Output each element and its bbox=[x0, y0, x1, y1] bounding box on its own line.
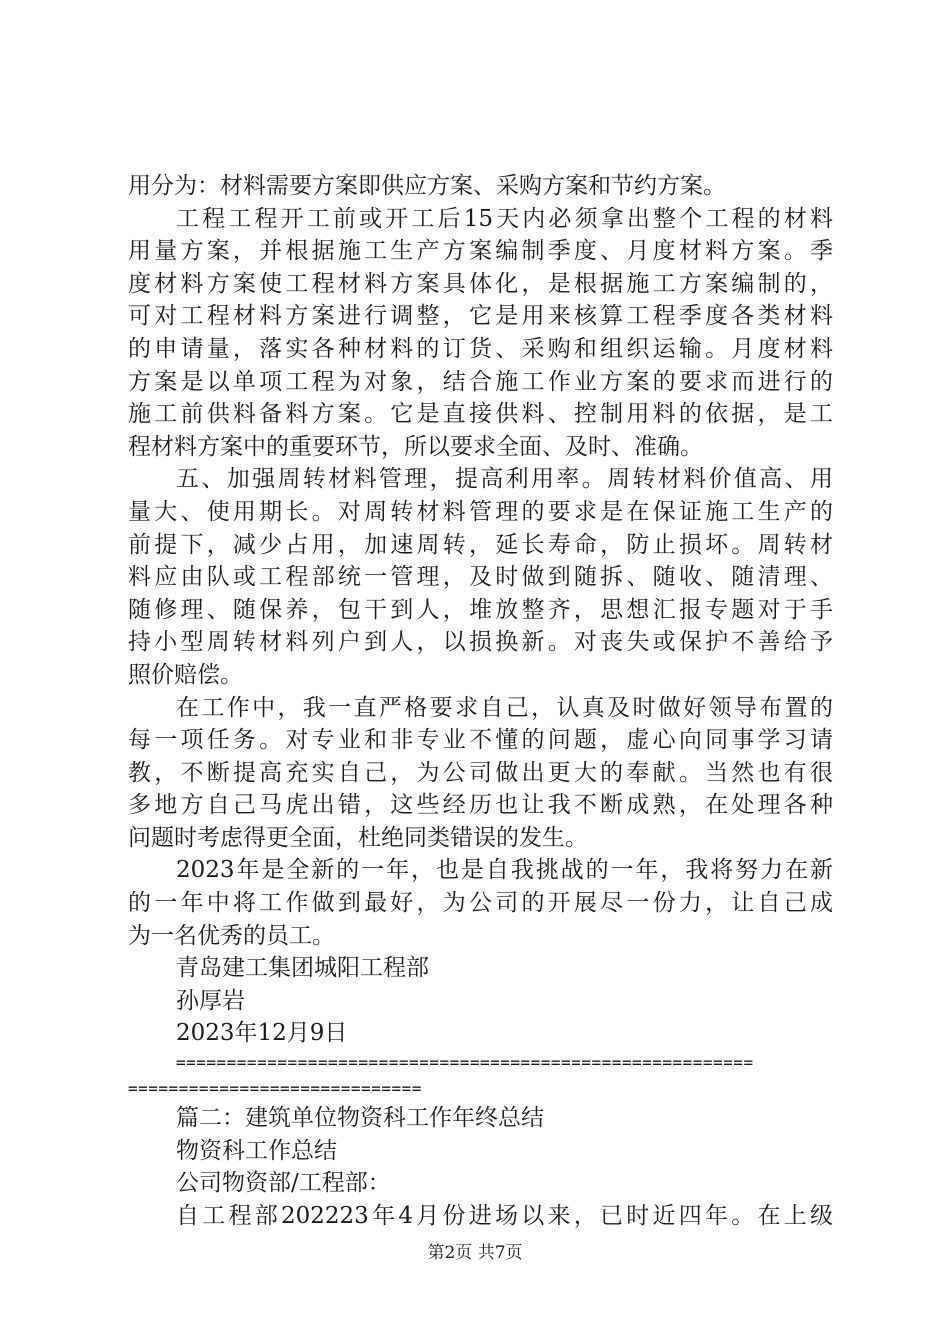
text-line: 前提下，减少占用，加速周转，延长寿命，防止损坏。周转材 bbox=[128, 531, 833, 558]
text-line: 持小型周转材料列户到人，以损换新。对丧失或保护不善给予 bbox=[128, 629, 833, 656]
paragraph-lines bbox=[128, 170, 833, 1050]
text-line: 随修理、随保养，包干到人，堆放整齐，思想汇报专题对于手 bbox=[128, 596, 833, 623]
text-line: 问题时考虑得更全面，杜绝同类错误的发生。 bbox=[128, 824, 588, 851]
text-line: 工程工程开工前或开工后15天内必须拿出整个工程的材料 bbox=[176, 205, 833, 232]
text-line: 施工前供料备料方案。它是直接供料、控制用料的依据，是工 bbox=[128, 401, 833, 428]
text-line: 料应由队或工程部统一管理，及时做到随拆、随收、随清理、 bbox=[128, 564, 833, 591]
text-line: 在工作中，我一直严格要求自己，认真及时做好领导布置的 bbox=[176, 694, 833, 721]
text-line: 2023年是全新的一年，也是自我挑战的一年，我将努力在新 bbox=[176, 857, 833, 884]
text-line: 用量方案，并根据施工生产方案编制季度、月度材料方案。季 bbox=[128, 238, 833, 265]
page-footer: 第2页 共7页 bbox=[427, 1243, 523, 1263]
text-line: 2023年12月9日 bbox=[176, 1020, 348, 1047]
text-line: 孙厚岩 bbox=[176, 987, 245, 1014]
text-line: 青岛建工集团城阳工程部 bbox=[176, 955, 429, 982]
text-line: 篇二：建筑单位物资科工作年终总结 bbox=[176, 1105, 544, 1132]
divider-line-1: ========================================================= bbox=[176, 1053, 754, 1073]
divider-line-2: ============================= bbox=[128, 1079, 422, 1099]
text-line: 五、加强周转材料管理，提高利用率。周转材料价值高、用 bbox=[176, 466, 833, 493]
text-line: 可对工程材料方案进行调整，它是用来核算工程季度各类材料 bbox=[128, 303, 833, 330]
text-line: 为一名优秀的员工。 bbox=[128, 922, 335, 949]
text-line: 的一年中将工作做到最好，为公司的开展尽一份力，让自己成 bbox=[128, 890, 833, 917]
text-line: 多地方自己马虎出错，这些经历也让我不断成熟，在处理各种 bbox=[128, 792, 833, 819]
text-line: 照价赔偿。 bbox=[128, 661, 243, 688]
document-body bbox=[128, 170, 833, 1232]
text-line: 的申请量，落实各种材料的订货、采购和组织运输。月度材料 bbox=[128, 335, 833, 362]
text-line: 方案是以单项工程为对象，结合施工作业方案的要求而进行的 bbox=[128, 368, 833, 395]
text-line: 公司物资部/工程部： bbox=[176, 1170, 391, 1197]
text-line: 每一项任务。对专业和非专业不懂的问题，虚心向同事学习请 bbox=[128, 727, 833, 754]
text-line: 度材料方案使工程材料方案具体化，是根据施工方案编制的， bbox=[128, 270, 833, 297]
text-line: 自工程部202223年4月份进场以来，已时近四年。在上级 bbox=[176, 1202, 833, 1229]
text-line: 教，不断提高充实自己，为公司做出更大的奉献。当然也有很 bbox=[128, 759, 833, 786]
text-line: 量大、使用期长。对周转材料管理的要求是在保证施工生产的 bbox=[128, 498, 833, 525]
text-line: 物资科工作总结 bbox=[176, 1137, 337, 1164]
section-2-lines bbox=[128, 1102, 833, 1232]
text-line: 用分为：材料需要方案即供应方案、采购方案和节约方案。 bbox=[128, 173, 726, 199]
text-line: 程材料方案中的重要环节，所以要求全面、及时、准确。 bbox=[128, 433, 703, 460]
